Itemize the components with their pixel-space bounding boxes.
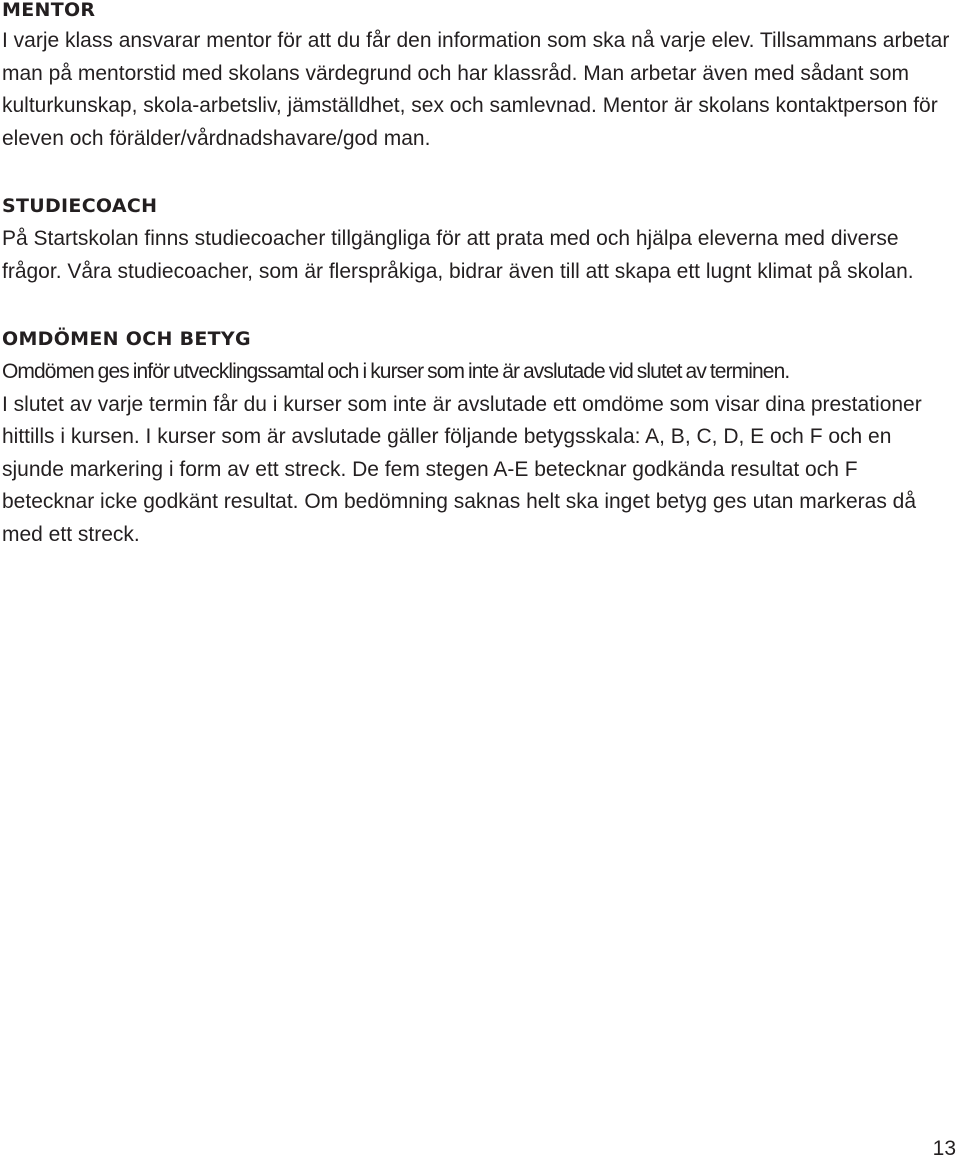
paragraph-omdomen-first-line: Omdömen ges inför utvecklingssamtal och i kurser som inte är avslutade vid slutet av terminen. bbox=[2, 360, 790, 383]
heading-omdomen-och-betyg: OMDÖMEN OCH BETYG bbox=[2, 328, 251, 350]
section-omdomen-och-betyg bbox=[2, 328, 954, 551]
document-page bbox=[2, 0, 954, 551]
heading-studiecoach: STUDIECOACH bbox=[2, 195, 158, 217]
heading-mentor: MENTOR bbox=[2, 0, 96, 21]
page-number: 13 bbox=[932, 1137, 956, 1160]
paragraph-omdomen-rest: I slutet av varje termin får du i kurser som inte är avslutade ett omdöme som visar dina prestationer hittills i kursen. I kurser som är avslutade gäller följande betygsskala: A, B, C, D, E och F och en sjunde markering i form av ett streck. De fem stegen A-E betecknar godkända resultat och F betecknar icke godkänt resultat. Om bedömning saknas helt ska inget betyg ges utan markeras då med ett streck. bbox=[2, 392, 922, 546]
paragraph-mentor: I varje klass ansvarar mentor för att du får den information som ska nå varje elev. Tillsammans arbetar man på mentorstid med skolans värdegrund och har klassråd. Man arbetar även med sådant som kulturkunskap, skola-arbetsliv, jämställdhet, sex och samlevnad. Mentor är skolans kontaktperson för eleven och förälder/vårdnadshavare/god man. bbox=[2, 29, 950, 150]
paragraph-studiecoach: På Startskolan finns studiecoacher tillgängliga för att prata med och hjälpa eleverna med diverse frågor. Våra studiecoacher, som är flerspråkiga, bidrar även till att skapa ett lugnt klimat på skolan. bbox=[2, 227, 914, 283]
section-studiecoach bbox=[2, 195, 954, 288]
section-mentor bbox=[2, 0, 954, 155]
paragraph-omdomen-och-betyg bbox=[2, 356, 954, 551]
